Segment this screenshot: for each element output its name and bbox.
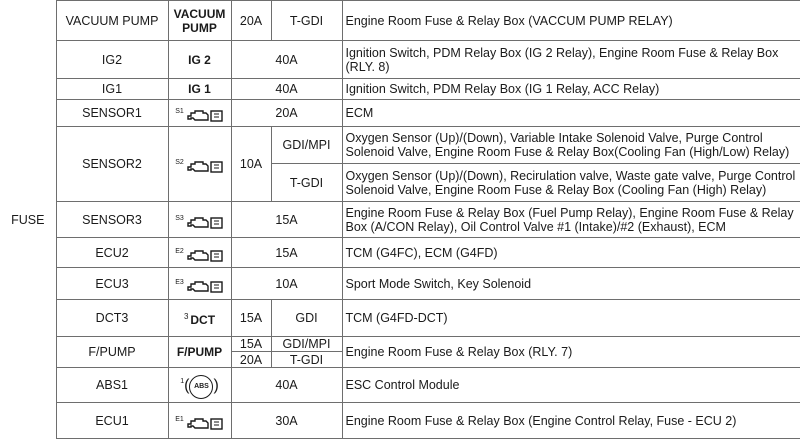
- fuse-amperage: 40A: [231, 41, 342, 79]
- engine-check-icon: S1: [175, 108, 224, 124]
- fuse-symbol: VACUUM PUMP: [168, 1, 231, 41]
- fuse-description: Oxygen Sensor (Up)/(Down), Recirulation valve, Waste gate valve, Purge Control Solenoid Valve, Engine Room Fuse & Relay Box (Cooling Fan (High) Relay): [342, 164, 800, 202]
- engine-variant: T-GDI: [271, 352, 342, 368]
- engine-check-icon: E1: [175, 416, 224, 432]
- fuse-symbol: F/PUMP: [168, 337, 231, 368]
- table-row: [0, 79, 800, 100]
- engine-check-icon: S3: [175, 215, 224, 231]
- fuse-symbol: [168, 238, 231, 268]
- engine-check-icon: E2: [175, 248, 224, 264]
- fuse-description: TCM (G4FD-DCT): [342, 300, 800, 337]
- fuse-group-label: FUSE: [0, 1, 56, 439]
- abs-icon: 1 ( ABS ): [180, 375, 219, 399]
- fuse-name: SENSOR3: [56, 202, 168, 238]
- fuse-name: ECU2: [56, 238, 168, 268]
- fuse-symbol: IG 2: [168, 41, 231, 79]
- fuse-description: Engine Room Fuse & Relay Box (Fuel Pump Relay), Engine Room Fuse & Relay Box (A/CON Relay), Oil Control Valve #1 (Intake)/#2 (Exhaust), ECM: [342, 202, 800, 238]
- engine-variant: GDI/MPI: [271, 127, 342, 164]
- table-row: [0, 368, 800, 403]
- fuse-symbol: [168, 368, 231, 403]
- fuse-amperage: 40A: [231, 79, 342, 100]
- table-row: [0, 202, 800, 238]
- fuse-name: IG1: [56, 79, 168, 100]
- table-row: [0, 268, 800, 300]
- fuse-name: F/PUMP: [56, 337, 168, 368]
- fuse-description: Ignition Switch, PDM Relay Box (IG 2 Relay), Engine Room Fuse & Relay Box (RLY. 8): [342, 41, 800, 79]
- table-row: [0, 127, 800, 164]
- fuse-description: TCM (G4FC), ECM (G4FD): [342, 238, 800, 268]
- fuse-description: Engine Room Fuse & Relay Box (Engine Control Relay, Fuse - ECU 2): [342, 403, 800, 439]
- fuse-name: DCT3: [56, 300, 168, 337]
- fuse-name: SENSOR1: [56, 100, 168, 127]
- fuse-amperage: 15A: [231, 337, 271, 352]
- engine-check-icon: S2: [175, 159, 224, 175]
- table-row: [0, 238, 800, 268]
- engine-variant: T-GDI: [271, 164, 342, 202]
- fuse-name: SENSOR2: [56, 127, 168, 202]
- table-row: [0, 100, 800, 127]
- engine-variant: T-GDI: [271, 1, 342, 41]
- table-row: [0, 403, 800, 439]
- fuse-description: Engine Room Fuse & Relay Box (VACCUM PUMP RELAY): [342, 1, 800, 41]
- table-row: [0, 1, 800, 41]
- fuse-symbol: [168, 403, 231, 439]
- fuse-name: ECU3: [56, 268, 168, 300]
- engine-check-icon: E3: [175, 279, 224, 295]
- fuse-amperage: 15A: [231, 238, 342, 268]
- engine-variant: GDI/MPI: [271, 337, 342, 352]
- fuse-description: Sport Mode Switch, Key Solenoid: [342, 268, 800, 300]
- fuse-name: ECU1: [56, 403, 168, 439]
- table-row: [0, 300, 800, 337]
- fuse-amperage: 15A: [231, 300, 271, 337]
- fuse-description: Ignition Switch, PDM Relay Box (IG 1 Relay, ACC Relay): [342, 79, 800, 100]
- fuse-symbol: IG 1: [168, 79, 231, 100]
- fuse-symbol: $^3$ DCT: [168, 300, 231, 337]
- fuse-amperage: 15A: [231, 202, 342, 238]
- fuse-symbol: [168, 202, 231, 238]
- engine-variant: GDI: [271, 300, 342, 337]
- fuse-name: VACUUM PUMP: [56, 1, 168, 41]
- fuse-amperage: 20A: [231, 100, 342, 127]
- fuse-description: ESC Control Module: [342, 368, 800, 403]
- fuse-amperage: 10A: [231, 127, 271, 202]
- fuse-amperage: 10A: [231, 268, 342, 300]
- fuse-symbol: [168, 127, 231, 202]
- fuse-amperage: 20A: [231, 352, 271, 368]
- fuse-description: Engine Room Fuse & Relay Box (RLY. 7): [342, 337, 800, 368]
- fuse-amperage: 30A: [231, 403, 342, 439]
- table-row: [0, 337, 800, 352]
- fuse-amperage: 40A: [231, 368, 342, 403]
- fuse-symbol: [168, 268, 231, 300]
- fuse-name: ABS1: [56, 368, 168, 403]
- table-row: [0, 41, 800, 79]
- fuse-amperage: 20A: [231, 1, 271, 41]
- fuse-symbol: [168, 100, 231, 127]
- fuse-description: Oxygen Sensor (Up)/(Down), Variable Intake Solenoid Valve, Purge Control Solenoid Valve, Engine Room Fuse & Relay Box(Cooling Fan (High/Low) Relay): [342, 127, 800, 164]
- fuse-name: IG2: [56, 41, 168, 79]
- fuse-description: ECM: [342, 100, 800, 127]
